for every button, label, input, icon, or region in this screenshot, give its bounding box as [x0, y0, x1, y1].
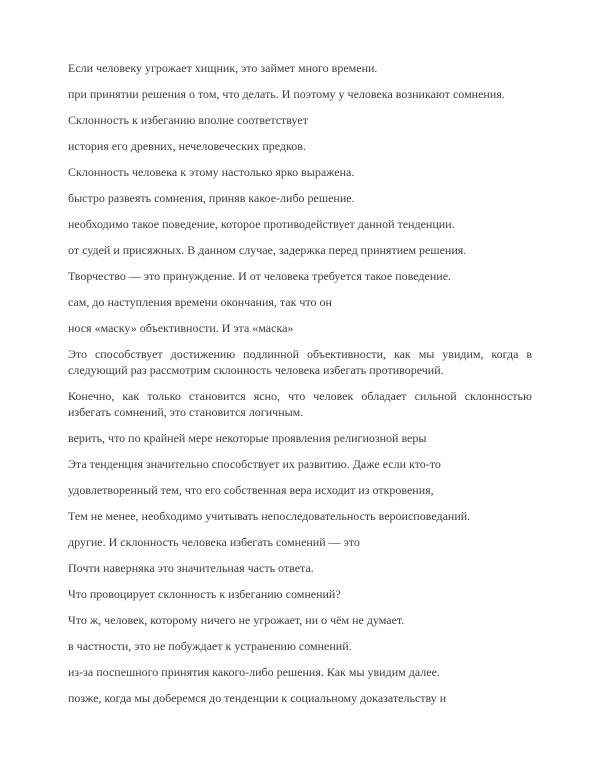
- paragraph: Это способствует достижению подлинной объективности, как мы увидим, когда в следующий раз рассмотрим склонность человека избегать противоречий.: [68, 347, 532, 377]
- paragraph: другие. И склонность человека избегать сомнений — это: [68, 535, 360, 549]
- paragraph: Тем не менее, необходимо учитывать непоследовательность вероисповеданий.: [68, 509, 471, 523]
- paragraph: удовлетворенный тем, что его собственная вера исходит из откровения,: [68, 483, 434, 497]
- paragraph: позже, когда мы доберемся до тенденции к социальному доказательству и: [68, 691, 447, 705]
- paragraph: сам, до наступления времени окончания, так что он: [68, 295, 332, 309]
- paragraph: быстро развеять сомнения, приняв какое-либо решение.: [68, 191, 355, 205]
- paragraph: Склонность к избеганию вполне соответствует: [68, 113, 308, 127]
- paragraph: история его древних, нечеловеческих предков.: [68, 139, 306, 153]
- paragraph: Что провоцирует склонность к избеганию сомнений?: [68, 587, 341, 601]
- paragraph: Эта тенденция значительно способствует их развитию. Даже если кто-то: [68, 457, 441, 471]
- paragraph: необходимо такое поведение, которое противодействует данной тенденции.: [68, 217, 455, 231]
- paragraph: из-за поспешного принятия какого-либо решения. Как мы увидим далее.: [68, 665, 440, 679]
- paragraph: верить, что по крайней мере некоторые проявления религиозной веры: [68, 431, 427, 445]
- paragraph: Склонность человека к этому настолько ярко выражена.: [68, 165, 355, 179]
- paragraph: Если человеку угрожает хищник, это займет много времени.: [68, 61, 378, 75]
- paragraph: при принятии решения о том, что делать. И поэтому у человека возникают сомнения.: [68, 87, 505, 101]
- paragraph: от судей и присяжных. В данном случае, задержка перед принятием решения.: [68, 243, 467, 257]
- paragraph: нося «маску» объективности. И эта «маска»: [68, 321, 294, 335]
- paragraph: Конечно, как только становится ясно, что человек обладает сильной склонностью избегать сомнений, это становится логичным.: [68, 389, 532, 419]
- paragraph: Творчество — это принуждение. И от человека требуется такое поведение.: [68, 269, 452, 283]
- paragraph: Что ж, человек, которому ничего не угрожает, ни о чём не думает.: [68, 613, 405, 627]
- paragraph: в частности, это не побуждает к устранению сомнений.: [68, 639, 352, 653]
- paragraph: Почти наверняка это значительная часть ответа.: [68, 561, 314, 575]
